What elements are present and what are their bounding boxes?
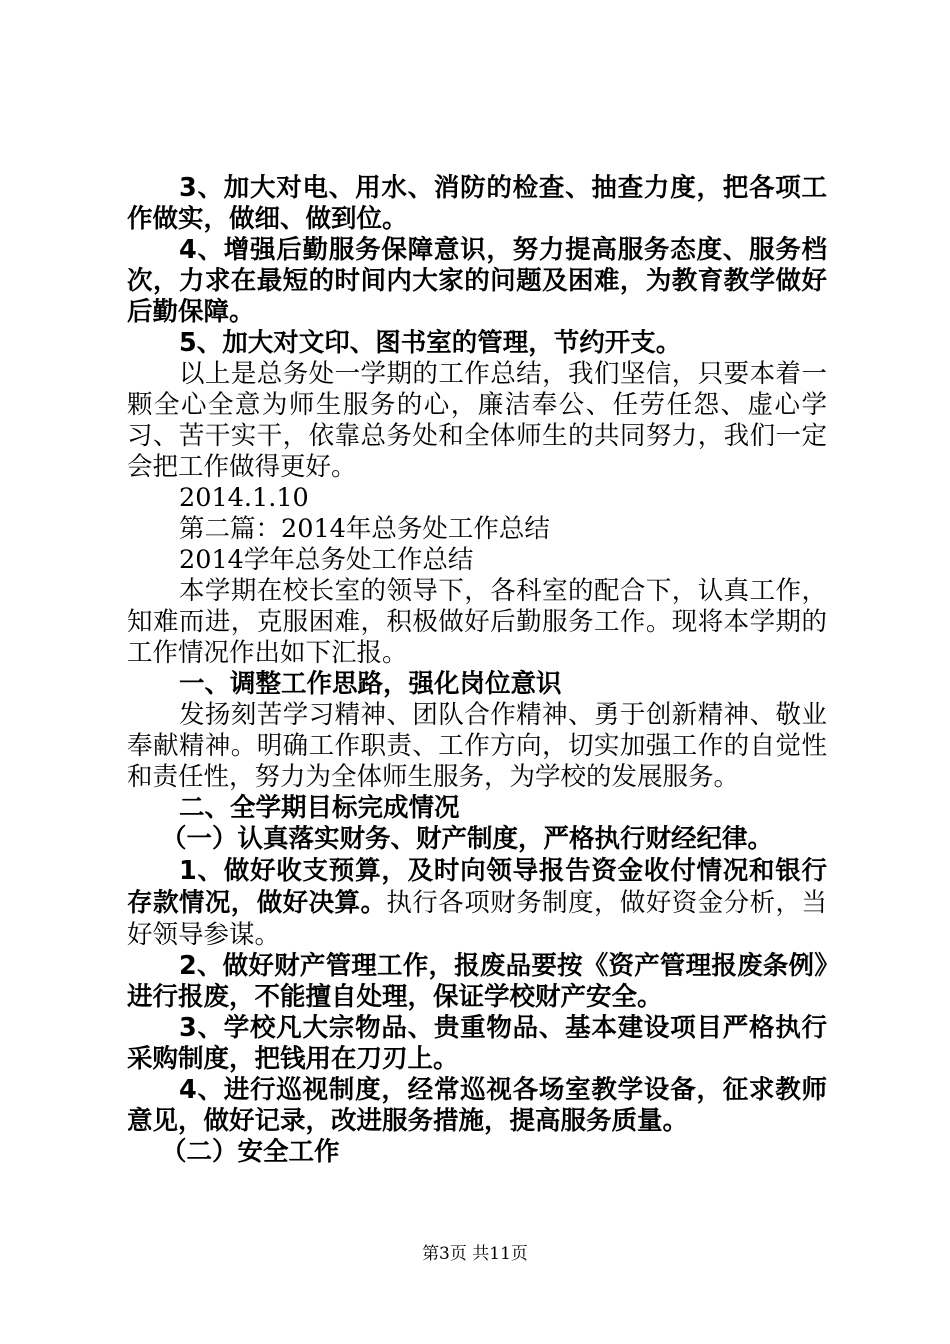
paragraph-item-4: 4、增强后勤服务保障意识，努力提高服务态度、服务档次，力求在最短的时间内大家的问题及困难，为教育教学做好后勤保障。 [127,235,827,327]
page-footer: 第3页 共11页 [422,1244,528,1264]
paragraph-finance-item-3: 3、学校凡大宗物品、贵重物品、基本建设项目严格执行采购制度，把钱用在刀刃上。 [127,1013,827,1074]
paragraph-finance-item-1-bold: 1、做好收支预算，及时向领导报告资金收付情况和银行存款情况，做好决算。 [127,856,827,918]
paragraph-section-one: 发扬刻苦学习精神、团队合作精神、勇于创新精神、敬业奉献精神。明确工作职责、工作方向，切实加强工作的自觉性和责任性，努力为全体师生服务，为学校的发展服务。 [127,700,827,792]
section-heading-part-two: 第二篇：2014年总务处工作总结 [179,514,550,544]
heading-section-one: 一、调整工作思路，强化岗位意识 [179,669,562,699]
paragraph-finance-item-4: 4、进行巡视制度，经常巡视各场室教学设备，征求教师意见，做好记录，改进服务措施，提高服务质量。 [127,1075,827,1136]
subheading-finance: （一）认真落实财务、财产制度，严格执行财经纪律。 [161,824,774,854]
subheading-safety: （二）安全工作 [161,1137,340,1167]
paragraph-finance-item-1-serif: 执行各项财务制度，做好资金分析，当好领导参谋。 [127,888,827,950]
paragraph-item-5: 5、加大对文印、图书室的管理，节约开支。 [179,328,682,358]
paragraph-finance-item-2: 2、做好财产管理工作，报废品要按《资产管理报废条例》进行报废，不能擅自处理，保证学校财产安全。 [127,951,827,1012]
document-title: 2014学年总务处工作总结 [179,545,474,575]
heading-section-two: 二、全学期目标完成情况 [179,793,460,823]
paragraph-finance-item-1 [127,855,827,951]
paragraph-item-3: 3、加大对电、用水、消防的检查、抽查力度，把各项工作做实，做细、做到位。 [127,173,827,234]
paragraph-intro: 本学期在校长室的领导下，各科室的配合下，认真工作，知难而进，克服困难，积极做好后勤服务工作。现将本学期的工作情况作出如下汇报。 [127,576,827,668]
date-line: 2014.1.10 [179,483,309,513]
paragraph-conclusion: 以上是总务处一学期的工作总结，我们坚信，只要本着一颗全心全意为师生服务的心，廉洁奉公、任劳任怨、虚心学习、苦干实干，依靠总务处和全体师生的共同努力，我们一定会把工作做得更好。 [127,359,827,482]
document-body [127,173,827,1168]
